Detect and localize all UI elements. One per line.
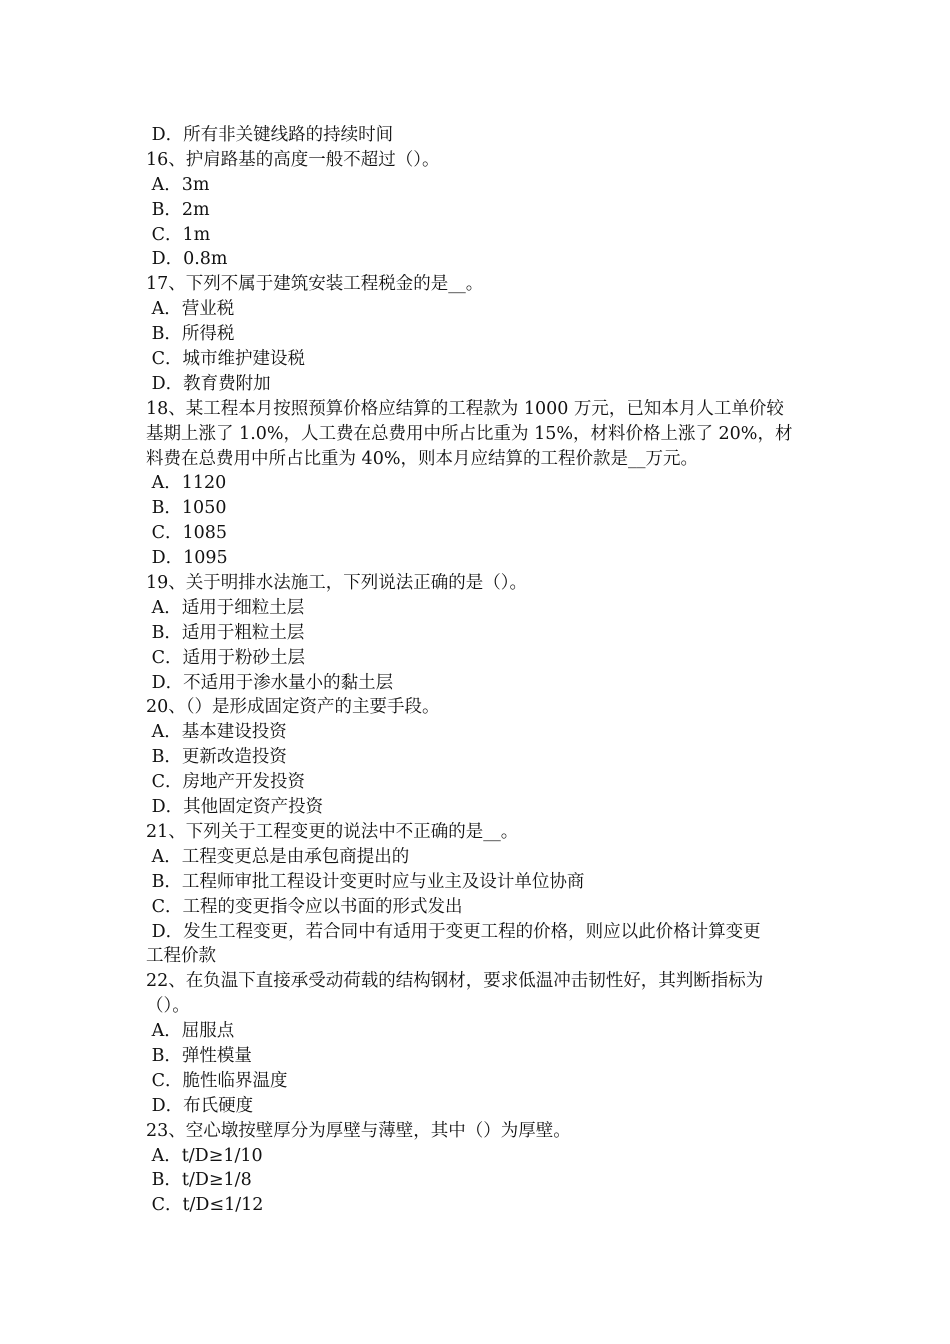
answer-option-line: B．t/D≥1/8 — [146, 1170, 252, 1191]
answer-option-line: C．工程的变更指令应以书面的形式发出 — [146, 896, 463, 917]
document-body — [146, 123, 810, 1218]
answer-option-line: C．房地产开发投资 — [146, 772, 305, 793]
answer-option-line: B．更新改造投资 — [146, 747, 287, 768]
answer-option-line: D．教育费附加 — [146, 373, 271, 394]
answer-option-line: B．弹性模量 — [146, 1045, 252, 1066]
answer-option-line: D．所有非关键线路的持续时间 — [146, 125, 394, 145]
answer-option-line: 工程价款 — [146, 946, 216, 967]
question-text-line: 18、某工程本月按照预算价格应结算的工程款为 1000 万元，已知本月人工单价较 — [146, 398, 784, 419]
answer-option-line: B．2m — [146, 199, 210, 220]
answer-option-line: D．1095 — [146, 548, 228, 569]
answer-option-line: C．1085 — [146, 523, 227, 544]
question-text-line: 16、护肩路基的高度一般不超过（）。 — [146, 149, 440, 170]
answer-option-line: B．所得税 — [146, 324, 235, 345]
answer-option-line: D．0.8m — [146, 249, 228, 270]
answer-option-line: A．屈服点 — [146, 1021, 235, 1042]
question-text-line: 17、下列不属于建筑安装工程税金的是__。 — [146, 274, 484, 295]
question-text-line: 21、下列关于工程变更的说法中不正确的是__。 — [146, 821, 519, 842]
answer-option-line: D．其他固定资产投资 — [146, 797, 324, 818]
question-text-line: 料费在总费用中所占比重为 40%，则本月应结算的工程价款是__万元。 — [146, 448, 698, 469]
answer-option-line: C．适用于粉砂土层 — [146, 647, 305, 668]
answer-option-line: A．营业税 — [146, 299, 235, 320]
answer-option-line: B．工程师审批工程设计变更时应与业主及设计单位协商 — [146, 871, 585, 892]
answer-option-line: A．基本建设投资 — [146, 722, 287, 743]
question-text-line: 19、关于明排水法施工，下列说法正确的是（）。 — [146, 573, 528, 594]
question-text-line: 基期上涨了 1.0%，人工费在总费用中所占比重为 15%，材料价格上涨了 20%，材 — [146, 423, 793, 444]
answer-option-line: C．脆性临界温度 — [146, 1070, 288, 1091]
answer-option-line: C．t/D≤1/12 — [146, 1195, 264, 1216]
answer-option-line: D．发生工程变更，若合同中有适用于变更工程的价格，则应以此价格计算变更 — [146, 921, 761, 942]
question-text-line: 23、空心墩按壁厚分为厚壁与薄壁，其中（）为厚壁。 — [146, 1120, 571, 1141]
question-text-line: 22、在负温下直接承受动荷载的结构钢材，要求低温冲击韧性好，其判断指标为 — [146, 971, 764, 992]
question-text-line: 20、（）是形成固定资产的主要手段。 — [146, 697, 440, 718]
answer-option-line: C．1m — [146, 224, 211, 245]
answer-option-line: B．1050 — [146, 498, 227, 519]
answer-option-line: D．不适用于渗水量小的黏土层 — [146, 672, 394, 693]
answer-option-line: A．3m — [146, 174, 210, 195]
answer-option-line: D．布氏硬度 — [146, 1095, 254, 1116]
answer-option-line: A．1120 — [146, 473, 227, 494]
answer-option-line: A．适用于细粒土层 — [146, 597, 305, 618]
question-text-line: （）。 — [146, 996, 190, 1017]
answer-option-line: A．t/D≥1/10 — [146, 1145, 263, 1166]
answer-option-line: B．适用于粗粒土层 — [146, 622, 305, 643]
answer-option-line: A．工程变更总是由承包商提出的 — [146, 846, 410, 867]
answer-option-line: C．城市维护建设税 — [146, 349, 305, 370]
